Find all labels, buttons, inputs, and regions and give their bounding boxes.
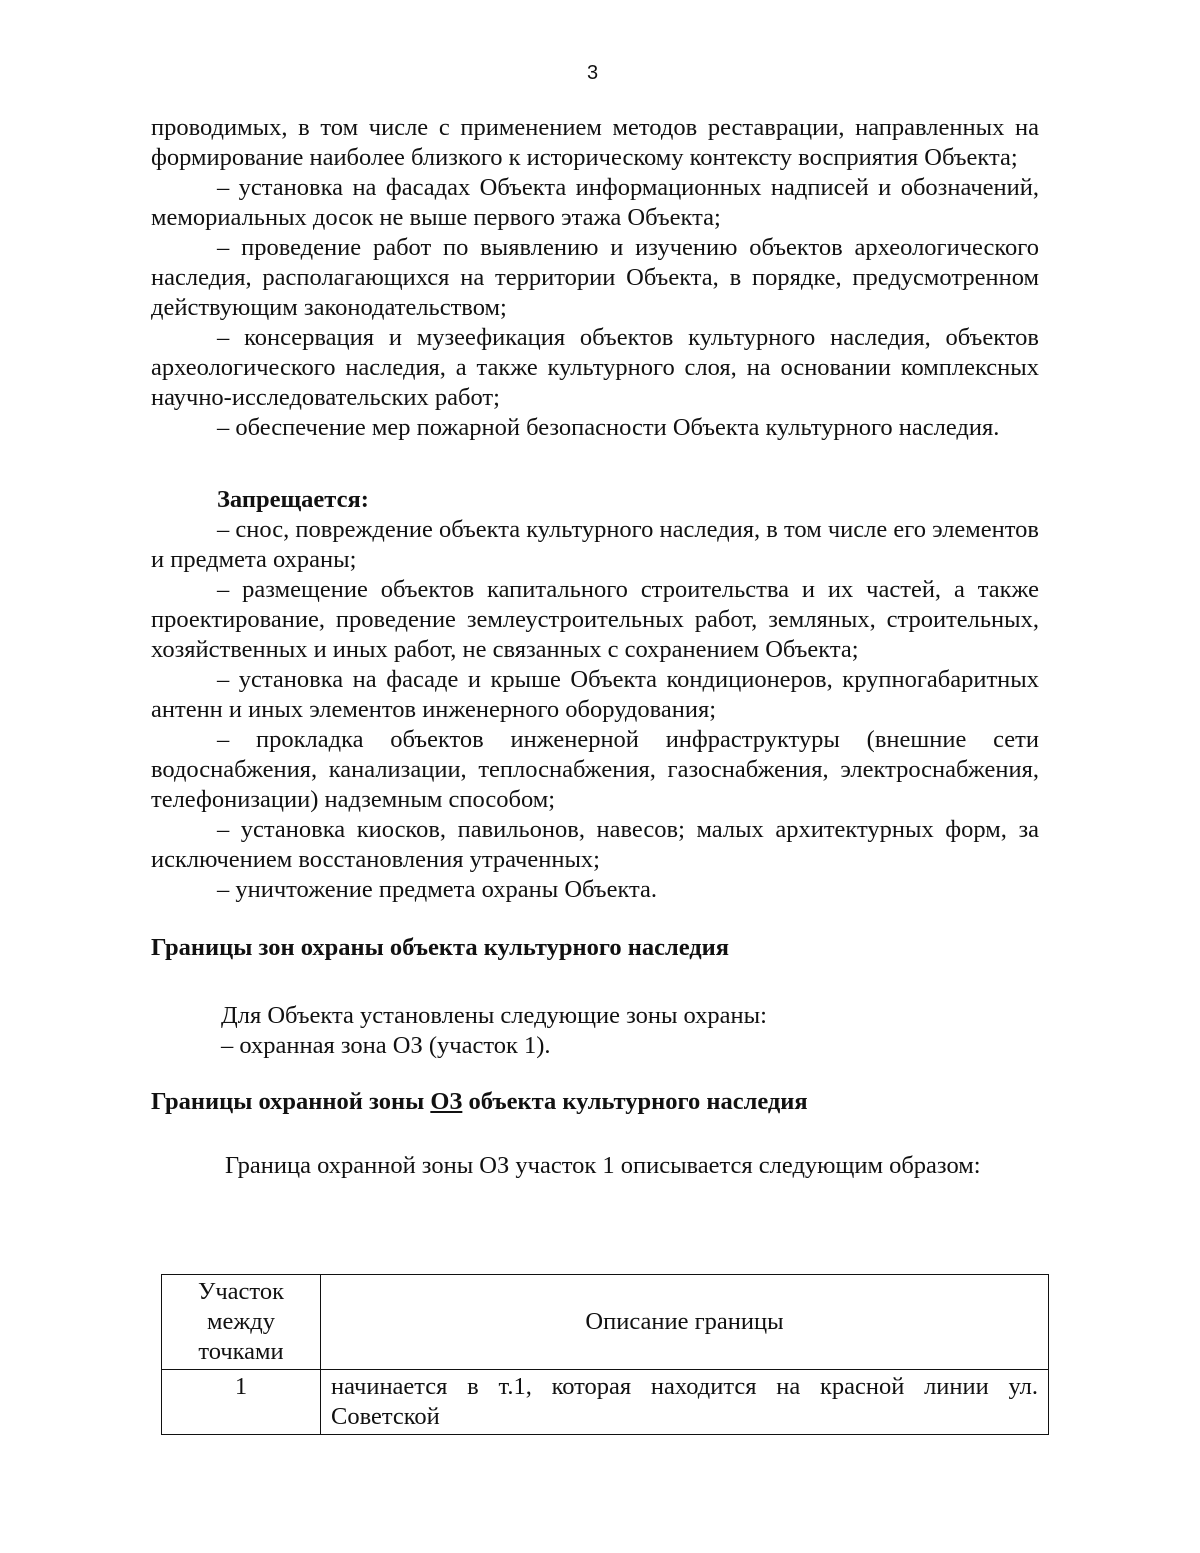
section-heading-oz [151, 1087, 1039, 1117]
list-item: – установка на фасадах Объекта информационных надписей и обозначений, мемориальных досок не выше первого этажа Объекта; [151, 174, 1039, 231]
column-header-segment: Участок между точками [162, 1275, 321, 1370]
list-item: – консервация и музеефикация объектов культурного наследия, объектов археологического наследия, а также культурного слоя, на основании комплексных научно-исследовательских работ; [151, 324, 1039, 411]
section-heading-prohibited: Запрещается: [217, 486, 369, 513]
table-row [162, 1370, 1049, 1435]
heading-text: Границы охранной зоны [151, 1088, 431, 1115]
boundary-table [161, 1274, 1049, 1435]
boundary-intro: Граница охранной зоны ОЗ участок 1 описывается следующим образом: [225, 1152, 981, 1179]
document-body [151, 113, 1039, 1181]
page-number: 3 [586, 62, 599, 84]
list-item: – прокладка объектов инженерной инфраструктуры (внешние сети водоснабжения, канализации, теплоснабжения, газоснабжения, электроснабжения, телефонизации) надземным способом; [151, 726, 1039, 813]
list-item: – охранная зона ОЗ (участок 1). [221, 1032, 551, 1059]
table-cell-description: начинается в т.1, которая находится на красной линии ул. Советской [321, 1370, 1049, 1435]
column-header-description: Описание границы [321, 1275, 1049, 1370]
table-cell-segment: 1 [162, 1370, 321, 1435]
list-item: – установка киосков, павильонов, навесов; малых архитектурных форм, за исключением восстановления утраченных; [151, 816, 1039, 873]
table-header-row [162, 1275, 1049, 1370]
paragraph: проводимых, в том числе с применением методов реставрации, направленных на формирование наиболее близкого к историческому контексту восприятия Объекта; [151, 114, 1039, 171]
heading-underlined-text: ОЗ [430, 1088, 463, 1115]
heading-text: объекта культурного наследия [462, 1088, 808, 1115]
list-item: – уничтожение предмета охраны Объекта. [217, 876, 658, 903]
list-item: – установка на фасаде и крыше Объекта кондиционеров, крупногабаритных антенн и иных элементов инженерного оборудования; [151, 666, 1039, 723]
list-item: – снос, повреждение объекта культурного наследия, в том числе его элементов и предмета охраны; [151, 516, 1039, 573]
list-item: – проведение работ по выявлению и изучению объектов археологического наследия, располагающихся на территории Объекта, в порядке, предусмотренном действующим законодательством; [151, 234, 1039, 321]
zones-intro: Для Объекта установлены следующие зоны охраны: [221, 1002, 767, 1029]
list-item: – размещение объектов капитального строительства и их частей, а также проектирование, проведение землеустроительных работ, земляных, строительных, хозяйственных и иных работ, не связанных с сохранением Объекта; [151, 576, 1039, 663]
list-item: – обеспечение мер пожарной безопасности Объекта культурного наследия. [217, 414, 1000, 441]
section-heading-zones: Границы зон охраны объекта культурного наследия [151, 934, 730, 961]
